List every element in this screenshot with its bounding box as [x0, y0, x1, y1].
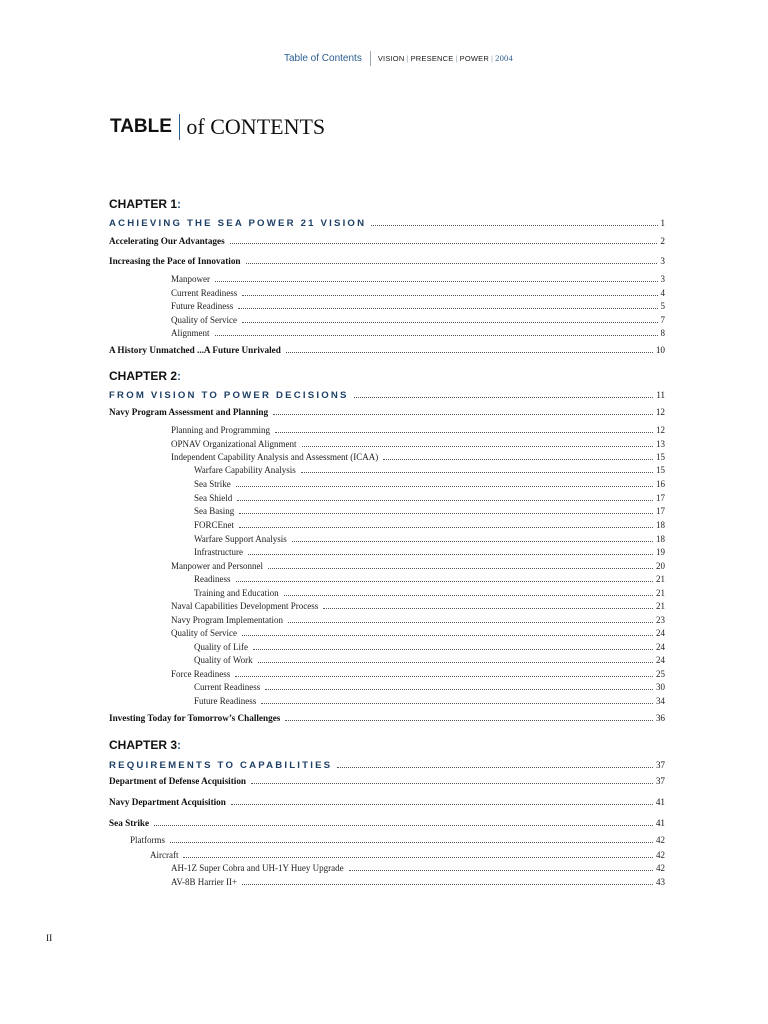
- toc-entry[interactable]: [0, 520, 665, 533]
- dot-leader: [251, 777, 653, 784]
- dot-leader: [268, 562, 653, 569]
- toc-entry-title: FROM VISION TO POWER DECISIONS: [109, 390, 349, 401]
- chapter-label: CHAPTER 1: [109, 197, 178, 211]
- toc-entry[interactable]: [0, 669, 665, 682]
- toc-entry-page: 42: [656, 863, 665, 873]
- toc-entry-page: 10: [655, 345, 665, 355]
- dot-leader: [239, 507, 653, 514]
- toc-entry[interactable]: [0, 588, 665, 601]
- dot-leader: [239, 521, 653, 528]
- toc-entry-title: Quality of Service: [171, 628, 237, 638]
- page-title-rest: of CONTENTS: [186, 114, 326, 139]
- toc-entry-page: 15: [656, 465, 665, 475]
- toc-entry[interactable]: [0, 561, 665, 574]
- toc-entry[interactable]: [0, 877, 665, 890]
- toc-entry[interactable]: [0, 547, 665, 560]
- page-number: II: [46, 934, 53, 944]
- header-year: 2004: [495, 53, 513, 63]
- toc-entry-page: 1: [660, 218, 665, 228]
- toc-entry[interactable]: [0, 574, 665, 587]
- toc-entry[interactable]: [0, 818, 665, 831]
- dot-leader: [349, 864, 653, 871]
- toc-entry[interactable]: [0, 407, 665, 420]
- header-tagline: [371, 53, 513, 63]
- header-divider: |: [455, 54, 458, 63]
- toc-entry-title: Aircraft: [150, 850, 179, 860]
- toc-entry-title: A History Unmatched ...A Future Unrivaled: [109, 345, 281, 355]
- title-divider: [179, 114, 181, 140]
- toc-entry-page: 37: [656, 760, 665, 770]
- toc-entry-title: Platforms: [130, 835, 165, 845]
- toc-entry-page: 3: [660, 256, 665, 266]
- toc-entry-page: 21: [656, 588, 665, 598]
- toc-entry-title: Training and Education: [194, 588, 279, 598]
- header-divider: |: [406, 54, 409, 63]
- dot-leader: [242, 878, 653, 885]
- toc-entry[interactable]: [0, 615, 665, 628]
- dot-leader: [230, 237, 658, 244]
- toc-entry-title: Quality of Work: [194, 655, 253, 665]
- toc-entry-title: OPNAV Organizational Alignment: [171, 439, 297, 449]
- toc-entry[interactable]: [0, 601, 665, 614]
- toc-entry-page: 7: [660, 315, 665, 325]
- toc-entry[interactable]: [0, 655, 665, 668]
- toc-entry-title: Infrastructure: [194, 547, 243, 557]
- dot-leader: [237, 494, 653, 501]
- chapter-heading: [109, 369, 181, 383]
- chapter-colon: :: [177, 369, 182, 383]
- toc-entry-title: Increasing the Pace of Innovation: [109, 256, 241, 266]
- toc-entry-page: 16: [656, 479, 665, 489]
- dot-leader: [236, 575, 654, 582]
- toc-entry-title: Future Readiness: [194, 696, 257, 706]
- toc-entry[interactable]: [0, 256, 665, 269]
- toc-entry-title: REQUIREMENTS TO CAPABILITIES: [109, 760, 333, 771]
- toc-entry[interactable]: [0, 642, 665, 655]
- toc-entry-title: Accelerating Our Advantages: [109, 236, 225, 246]
- toc-entry-page: 34: [656, 696, 665, 706]
- toc-entry[interactable]: [0, 315, 665, 328]
- page-title: [110, 114, 325, 140]
- toc-entry-title: Alignment: [171, 328, 210, 338]
- toc-entry-title: AH-1Z Super Cobra and UH-1Y Huey Upgrade: [171, 863, 344, 873]
- toc-entry[interactable]: [0, 452, 665, 465]
- toc-entry-title: Manpower and Personnel: [171, 561, 263, 571]
- toc-entry-page: 18: [656, 534, 665, 544]
- toc-entry-page: 12: [656, 425, 665, 435]
- dot-leader: [284, 589, 653, 596]
- toc-entry-title: Readiness: [194, 574, 231, 584]
- toc-entry-title: ACHIEVING THE SEA POWER 21 VISION: [109, 218, 367, 229]
- header-word-presence: PRESENCE: [410, 54, 454, 63]
- toc-entry[interactable]: [0, 534, 665, 547]
- toc-entry-page: 4: [660, 288, 665, 298]
- toc-entry-page: 21: [656, 574, 665, 584]
- toc-entry-title: Naval Capabilities Development Process: [171, 601, 319, 611]
- dot-leader: [371, 219, 657, 226]
- dot-leader: [354, 391, 654, 398]
- toc-entry-title: Independent Capability Analysis and Assessment (ICAA): [171, 452, 379, 462]
- header-divider: |: [490, 54, 494, 63]
- toc-entry[interactable]: [0, 301, 665, 314]
- toc-entry-page: 17: [656, 506, 665, 516]
- toc-entry-page: 18: [656, 520, 665, 530]
- toc-entry[interactable]: [0, 345, 665, 358]
- chapter-colon: :: [177, 738, 182, 752]
- dot-leader: [261, 697, 653, 704]
- toc-entry-page: 24: [656, 642, 665, 652]
- toc-entry-title: Navy Program Assessment and Planning: [109, 407, 269, 417]
- dot-leader: [215, 275, 658, 282]
- toc-entry-title: AV-8B Harrier II+: [171, 877, 238, 887]
- toc-entry[interactable]: [0, 776, 665, 789]
- toc-entry-page: 3: [660, 274, 665, 284]
- toc-entry-page: 15: [656, 452, 665, 462]
- toc-entry-page: 12: [655, 407, 665, 417]
- toc-entry[interactable]: [0, 479, 665, 492]
- toc-entry-page: 8: [660, 328, 665, 338]
- toc-entry-page: 25: [656, 669, 665, 679]
- toc-entry[interactable]: [0, 628, 665, 641]
- chapter-label: CHAPTER 3: [109, 738, 178, 752]
- dot-leader: [301, 466, 653, 473]
- dot-leader: [215, 329, 658, 336]
- chapter-title-entry[interactable]: [0, 760, 665, 773]
- dot-leader: [292, 535, 653, 542]
- chapter-colon: :: [177, 197, 182, 211]
- dot-leader: [275, 426, 653, 433]
- dot-leader: [235, 670, 653, 677]
- toc-entry-page: 11: [656, 390, 665, 400]
- dot-leader: [258, 656, 653, 663]
- toc-entry-page: 13: [656, 439, 665, 449]
- running-header: [284, 49, 513, 67]
- toc-entry[interactable]: [0, 696, 665, 709]
- toc-entry[interactable]: [0, 797, 665, 810]
- toc-entry-title: Navy Program Implementation: [171, 615, 283, 625]
- dot-leader: [242, 289, 657, 296]
- toc-entry-title: Current Readiness: [194, 682, 261, 692]
- toc-entry[interactable]: [0, 465, 665, 478]
- toc-entry[interactable]: [0, 425, 665, 438]
- toc-entry[interactable]: [0, 850, 665, 863]
- dot-leader: [170, 836, 653, 843]
- toc-entry-title: Navy Department Acquisition: [109, 797, 226, 807]
- toc-entry-title: Planning and Programming: [171, 425, 270, 435]
- dot-leader: [154, 819, 653, 826]
- toc-entry-title: Sea Basing: [194, 506, 235, 516]
- toc-entry[interactable]: [0, 288, 665, 301]
- toc-entry-title: Sea Shield: [194, 493, 233, 503]
- toc-entry-page: 19: [656, 547, 665, 557]
- dot-leader: [236, 480, 653, 487]
- toc-entry-page: 23: [656, 615, 665, 625]
- toc-entry-page: 24: [656, 628, 665, 638]
- chapter-title-entry[interactable]: [0, 218, 665, 231]
- dot-leader: [253, 643, 653, 650]
- toc-entry-page: 42: [656, 835, 665, 845]
- toc-entry[interactable]: [0, 713, 665, 726]
- toc-entry-page: 41: [655, 797, 665, 807]
- toc-entry[interactable]: [0, 863, 665, 876]
- dot-leader: [248, 548, 653, 555]
- dot-leader: [273, 408, 653, 415]
- toc-entry-title: Investing Today for Tomorrow’s Challenges: [109, 713, 281, 723]
- toc-entry[interactable]: [0, 439, 665, 452]
- toc-entry[interactable]: [0, 506, 665, 519]
- dot-leader: [238, 302, 657, 309]
- toc-entry-title: Quality of Service: [171, 315, 237, 325]
- chapter-title-entry[interactable]: [0, 390, 665, 403]
- toc-entry-page: 2: [660, 236, 665, 246]
- toc-entry-page: 43: [656, 877, 665, 887]
- page-title-bold: TABLE: [110, 116, 172, 137]
- toc-entry-title: Sea Strike: [194, 479, 231, 489]
- toc-entry-page: 42: [656, 850, 665, 860]
- toc-entry-page: 17: [656, 493, 665, 503]
- header-section-label: Table of Contents: [284, 51, 371, 66]
- toc-entry[interactable]: [0, 835, 665, 848]
- toc-entry-page: 20: [656, 561, 665, 571]
- toc-entry-page: 5: [660, 301, 665, 311]
- toc-entry-title: Quality of Life: [194, 642, 248, 652]
- dot-leader: [265, 683, 653, 690]
- dot-leader: [246, 257, 658, 264]
- toc-entry-page: 37: [655, 776, 665, 786]
- chapter-heading: [109, 197, 181, 211]
- dot-leader: [337, 761, 653, 768]
- toc-entry-title: Current Readiness: [171, 288, 238, 298]
- dot-leader: [231, 798, 653, 805]
- dot-leader: [242, 629, 653, 636]
- header-word-power: POWER: [459, 54, 489, 63]
- toc-entry-title: Future Readiness: [171, 301, 234, 311]
- toc-entry[interactable]: [0, 274, 665, 287]
- toc-entry-title: Warfare Capability Analysis: [194, 465, 296, 475]
- toc-entry-title: Department of Defense Acquisition: [109, 776, 247, 786]
- toc-entry-title: Force Readiness: [171, 669, 231, 679]
- chapter-label: CHAPTER 2: [109, 369, 178, 383]
- toc-entry-page: 36: [655, 713, 665, 723]
- dot-leader: [285, 714, 652, 721]
- chapter-heading: [109, 738, 181, 752]
- toc-entry[interactable]: [0, 493, 665, 506]
- header-word-vision: VISION: [377, 54, 405, 63]
- dot-leader: [242, 316, 658, 323]
- dot-leader: [288, 616, 653, 623]
- toc-entry-page: 21: [656, 601, 665, 611]
- toc-entry[interactable]: [0, 328, 665, 341]
- dot-leader: [183, 851, 653, 858]
- toc-entry-title: Warfare Support Analysis: [194, 534, 287, 544]
- toc-entry-page: 30: [656, 682, 665, 692]
- toc-entry-page: 41: [655, 818, 665, 828]
- dot-leader: [286, 346, 653, 353]
- dot-leader: [383, 453, 653, 460]
- toc-entry[interactable]: [0, 682, 665, 695]
- toc-entry-title: Sea Strike: [109, 818, 150, 828]
- dot-leader: [323, 602, 653, 609]
- dot-leader: [302, 440, 654, 447]
- toc-entry-page: 24: [656, 655, 665, 665]
- toc-entry-title: Manpower: [171, 274, 210, 284]
- toc-entry-title: FORCEnet: [194, 520, 235, 530]
- toc-entry[interactable]: [0, 236, 665, 249]
